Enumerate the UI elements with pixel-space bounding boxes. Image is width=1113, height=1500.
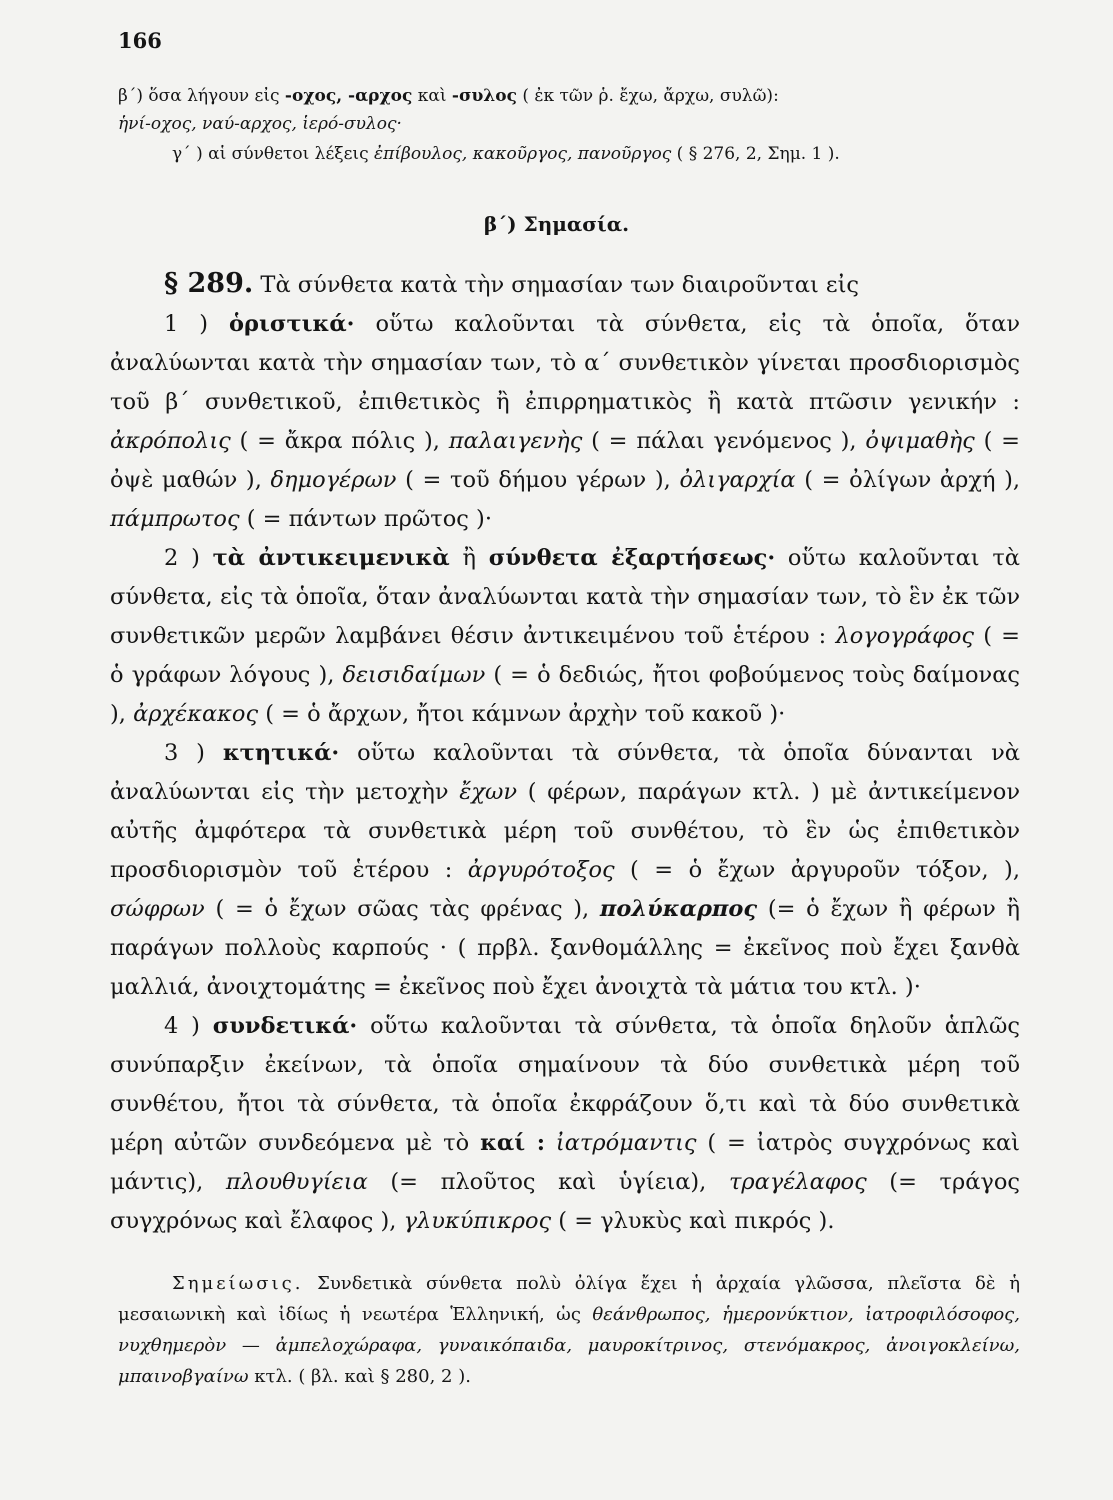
item-1-text: ( = τοῦ δήμου γέρων ), (396, 467, 680, 493)
item-4-term: συνδετικά· (212, 1013, 358, 1039)
item-1-example: δημογέρων (270, 467, 397, 493)
item-1-example: ἀκρόπολις (110, 428, 231, 454)
item-4-text: ( = ἰατρὸς συγχρόνως καὶ μάντις), (110, 1130, 1020, 1195)
item-3 (110, 734, 1020, 1007)
item-4-text: οὕτω καλοῦνται τὰ σύνθετα, τὰ ὁποῖα δηλοῦν ἁπλῶς συνύπαρξιν ἐκείνων, τὰ ὁποῖα σημαίνουν τὰ δύο συνθετικὰ μέρη τοῦ συνθέτου, ἤτοι τὰ σύνθετα, τὰ ὁποῖα ἐκφράζουν ὅ,τι καὶ τὰ δύο συνθετικὰ μέρη αὐτῶν συνδεόμενα μὲ τὸ (110, 1013, 1020, 1156)
item-3-example: ἔχων (459, 779, 517, 805)
footnote-label: Σημείωσις. (172, 1273, 304, 1294)
item-4-example: πλουθυγίεια (225, 1169, 368, 1195)
item-1-text: οὕτω καλοῦνται τὰ σύνθετα, εἰς τὰ ὁποῖα, ὅταν ἀναλύωνται κατὰ τὴν σημασίαν των, τὸ α΄ συνθετικὸν γίνεται προσδιορισμὸς τοῦ β΄ συνθετικοῦ, ἐπιθετικὸς ἢ ἐπιρρηματικὸς ἢ κατὰ πτῶσιν γενικήν : (110, 311, 1020, 415)
item-3-number: 3 ) (164, 740, 223, 766)
item-1-example: παλαιγενὴς (448, 428, 583, 454)
gamma-text-a: γ΄ ) αἱ σύνθετοι λέξεις (172, 144, 375, 164)
beta-text-b: καὶ (412, 86, 452, 106)
item-1-example: πάμπρωτος (110, 506, 240, 532)
item-1-example: ὀλιγαρχία (679, 467, 796, 493)
gamma-text-b: ( § 276, 2, Σημ. 1 ). (671, 144, 840, 164)
item-2-text: οὕτω καλοῦνται τὰ σύνθετα, εἰς τὰ ὁποῖα, ὅταν ἀναλύωνται κατὰ τὴν σημασίαν των, τὸ ἓν ἐκ τῶν συνθετικῶν μερῶν λαμβάνει θέσιν ἀντικειμένου τοῦ ἑτέρου : (110, 545, 1020, 649)
section-number: § 289. (164, 268, 254, 299)
item-2-example: λογογράφος (835, 623, 975, 649)
item-2-number: 2 ) (164, 545, 213, 571)
gamma-words: ἐπίβουλος, κακοῦργος, πανοῦργος (374, 144, 672, 164)
item-4-kai: καί : (480, 1130, 545, 1156)
beta-text-c: ( ἐκ τῶν ῥ. ἔχω, ἄρχω, συλῶ): (516, 86, 779, 106)
item-3-example: σώφρων (110, 896, 205, 922)
item-2-term: τὰ ἀντικειμενικὰ (212, 545, 450, 571)
item-3-text: ( φέρων, παράγων κτλ. ) μὲ ἀντικείμενον αὐτῆς ἀμφότερα τὰ συνθετικὰ μέρη τοῦ συνθέτου, τὸ ἓν ὡς ἐπιθετικὸν προσδιορισμὸν τοῦ ἑτέρου : (110, 779, 1021, 883)
item-1-text: ( = πάλαι γενόμενος ), (582, 428, 866, 454)
item-1 (110, 305, 1020, 539)
item-2-text: ( = ὁ δεδιώς, ἤτοι φοβούμενος τοὺς δαίμονας ), (110, 662, 1020, 727)
beta-examples: ἡνί-οχος, ναύ-αρχος, ἱερό-συλος· (118, 114, 402, 134)
section-intro-text: Τὰ σύνθετα κατὰ τὴν σημασίαν των διαιροῦνται εἰς (253, 272, 860, 298)
item-2-term: σύνθετα ἐξαρτήσεως· (488, 545, 776, 571)
item-4 (110, 1007, 1020, 1241)
item-4-text: (= πλοῦτος καὶ ὑγίεια), (367, 1169, 729, 1195)
item-2 (110, 539, 1020, 734)
gamma-line (172, 140, 1072, 168)
beta-line (118, 82, 1018, 110)
footnote-paragraph (118, 1268, 1020, 1392)
item-3-text: ( = ὁ ἔχων ἀργυροῦν τόξον, ), (614, 857, 1020, 883)
item-2-text: ( = ὁ γράφων λόγους ), (110, 623, 1020, 688)
footnote (118, 1268, 1020, 1392)
item-4-text (545, 1130, 556, 1156)
item-4-example: γλυκύπικρος (403, 1208, 552, 1234)
item-1-text: ( = πάντων πρῶτος )· (239, 506, 492, 532)
footnote-text: κτλ. ( βλ. καὶ § 280, 2 ). (248, 1366, 471, 1387)
item-2-text: ἢ (449, 545, 489, 571)
item-1-text: ( = ὀψὲ μαθών ), (110, 428, 1021, 493)
section-heading: β΄) Σημασία. (483, 212, 630, 236)
item-1-text: ( = ὀλίγων ἀρχή ), (795, 467, 1021, 493)
item-3-example: ἀργυρότοξος (467, 857, 615, 883)
item-4-text: ( = γλυκὺς καὶ πικρός ). (551, 1208, 835, 1234)
beta-ending-3: -συλος (451, 86, 517, 106)
item-2-example: δεισιδαίμων (342, 662, 486, 688)
item-1-number: 1 ) (164, 311, 229, 337)
item-3-example: πολύκαρπος (599, 896, 758, 922)
item-2-text: ( = ὁ ἄρχων, ἤτοι κάμνων ἀρχὴν τοῦ κακοῦ )· (258, 701, 786, 727)
item-4-number: 4 ) (164, 1013, 213, 1039)
section-body (110, 264, 1020, 1241)
footnote-examples: θεάνθρωπος, ἡμερονύκτιον, ἰατροφιλόσοφος, νυχθημερὸν — ἀμπελοχώραφα, γυναικόπαιδα, μαυροκίτρινος, στενόμακρος, ἀνοιγοκλείνω, μπαινοβγαίνω (118, 1304, 1020, 1387)
footnote-text: Συνδετικὰ σύνθετα πολὺ ὀλίγα ἔχει ἡ ἀρχαία γλῶσσα, πλεῖστα δὲ ἡ μεσαιωνικὴ καὶ ἰδίως ἡ νεωτέρα Ἑλληνική, ὡς (118, 1273, 1020, 1325)
item-3-text: οὕτω καλοῦνται τὰ σύνθετα, τὰ ὁποῖα δύνανται νὰ ἀναλύωνται εἰς τὴν μετοχὴν (110, 740, 1020, 805)
item-3-term: κτητικά· (222, 740, 340, 766)
item-4-example: ἰατρόμαντις (555, 1130, 697, 1156)
page-number: 166 (118, 28, 162, 53)
item-3-text: ( = ὁ ἔχων σῶας τὰς φρένας ), (204, 896, 600, 922)
beta-endings: -οχος, -αρχος (284, 86, 413, 106)
beta-text-a: β΄) ὅσα λήγουν εἰς (118, 86, 285, 106)
section-intro (110, 264, 1020, 305)
item-4-example: τραγέλαφος (728, 1169, 867, 1195)
item-1-example: ὀψιμαθὴς (865, 428, 975, 454)
item-4-text: (= τράγος συγχρόνως καὶ ἔλαφος ), (110, 1169, 1020, 1234)
item-3-text: (= ὁ ἔχων ἢ φέρων ἢ παράγων πολλοὺς καρπούς · ( πρβλ. ξανθομάλλης = ἐκεῖνος ποὺ ἔχει ξανθὰ μαλλιά, ἀνοιχτομάτης = ἐκεῖνος ποὺ ἔχει ἀνοιχτὰ τὰ μάτια του κτλ. )· (110, 896, 1020, 1000)
item-2-example: ἀρχέκακος (133, 701, 259, 727)
item-1-text: ( = ἄκρα πόλις ), (230, 428, 449, 454)
item-1-term: ὁριστικά· (229, 311, 355, 337)
